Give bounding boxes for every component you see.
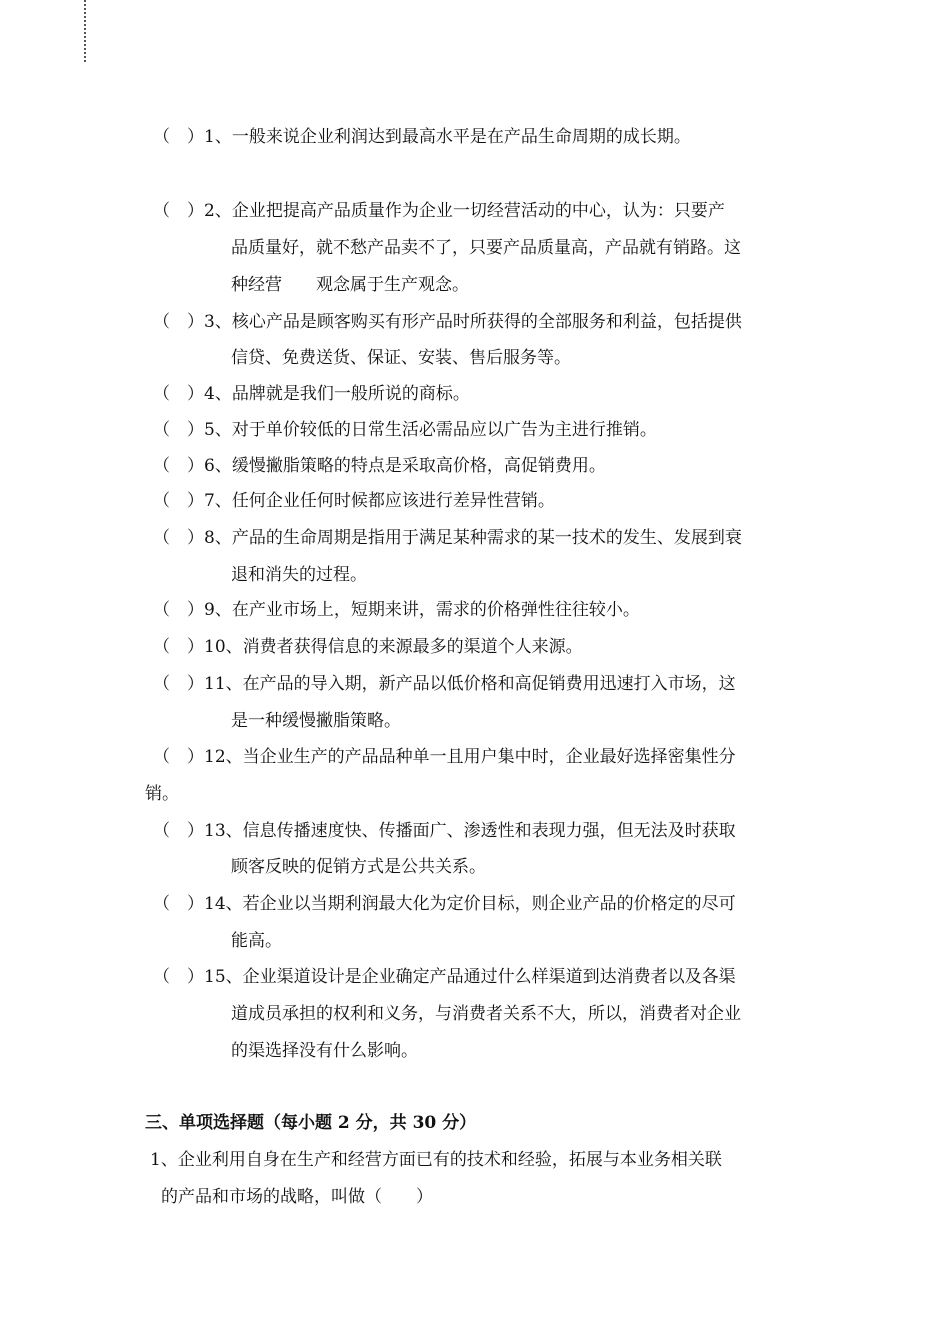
tf-item-1-line-1: （ ）1、一般来说企业利润达到最高水平是在产品生命周期的成长期。: [153, 127, 691, 147]
tf-item-2-line-1: （ ）2、企业把提高产品质量作为企业一切经营活动的中心，认为：只要产: [153, 201, 725, 221]
tf-item-2-line-2: 品质量好，就不愁产品卖不了，只要产品质量高，产品就有销路。这: [231, 238, 741, 258]
tf-item-15-line-3: 的渠选择没有什么影响。: [231, 1041, 418, 1061]
tf-item-11-line-2: 是一种缓慢撇脂策略。: [231, 711, 401, 731]
tf-item-12-line-2: 销。: [145, 784, 179, 804]
tf-item-6-line-1: （ ）6、缓慢撇脂策略的特点是采取高价格，高促销费用。: [153, 456, 606, 476]
tf-item-13-line-1: （ ）13、信息传播速度快、传播面广、渗透性和表现力强，但无法及时获取: [153, 821, 736, 841]
tf-item-3-line-2: 信贷、免费送货、保证、安装、售后服务等。: [231, 348, 571, 368]
tf-item-3-line-1: （ ）3、核心产品是顾客购买有形产品时所获得的全部服务和利益，包括提供: [153, 312, 742, 332]
tf-item-4-line-1: （ ）4、品牌就是我们一般所说的商标。: [153, 384, 470, 404]
tf-item-8-line-2: 退和消失的过程。: [231, 565, 367, 585]
binding-margin-dots: [84, 0, 90, 62]
tf-item-5-line-1: （ ）5、对于单价较低的日常生活必需品应以广告为主进行推销。: [153, 420, 657, 440]
mc-question-1-line-2: 的产品和市场的战略，叫做（ ）: [161, 1187, 433, 1207]
tf-item-14-line-2: 能高。: [231, 931, 282, 951]
tf-item-10-line-1: （ ）10、消费者获得信息的来源最多的渠道个人来源。: [153, 637, 583, 657]
section-3-title: 三、单项选择题（每小题 2 分，共 30 分）: [145, 1113, 477, 1133]
tf-item-9-line-1: （ ）9、在产业市场上，短期来讲，需求的价格弹性往往较小。: [153, 600, 640, 620]
tf-item-2-line-3: 种经营 观念属于生产观念。: [231, 275, 469, 295]
mc-question-1-line-1: 1、企业利用自身在生产和经营方面已有的技术和经验，拓展与本业务相关联: [150, 1150, 722, 1170]
tf-item-7-line-1: （ ）7、任何企业任何时候都应该进行差异性营销。: [153, 491, 555, 511]
tf-item-15-line-1: （ ）15、企业渠道设计是企业确定产品通过什么样渠道到达消费者以及各渠: [153, 967, 736, 987]
tf-item-8-line-1: （ ）8、产品的生命周期是指用于满足某种需求的某一技术的发生、发展到衰: [153, 528, 742, 548]
tf-item-13-line-2: 顾客反映的促销方式是公共关系。: [231, 857, 486, 877]
tf-item-14-line-1: （ ）14、若企业以当期利润最大化为定价目标，则企业产品的价格定的尽可: [153, 894, 736, 914]
tf-item-15-line-2: 道成员承担的权利和义务，与消费者关系不大，所以，消费者对企业: [231, 1004, 741, 1024]
tf-item-11-line-1: （ ）11、在产品的导入期，新产品以低价格和高促销费用迅速打入市场，这: [153, 674, 736, 694]
tf-item-12-line-1: （ ）12、当企业生产的产品品种单一且用户集中时，企业最好选择密集性分: [153, 747, 736, 767]
